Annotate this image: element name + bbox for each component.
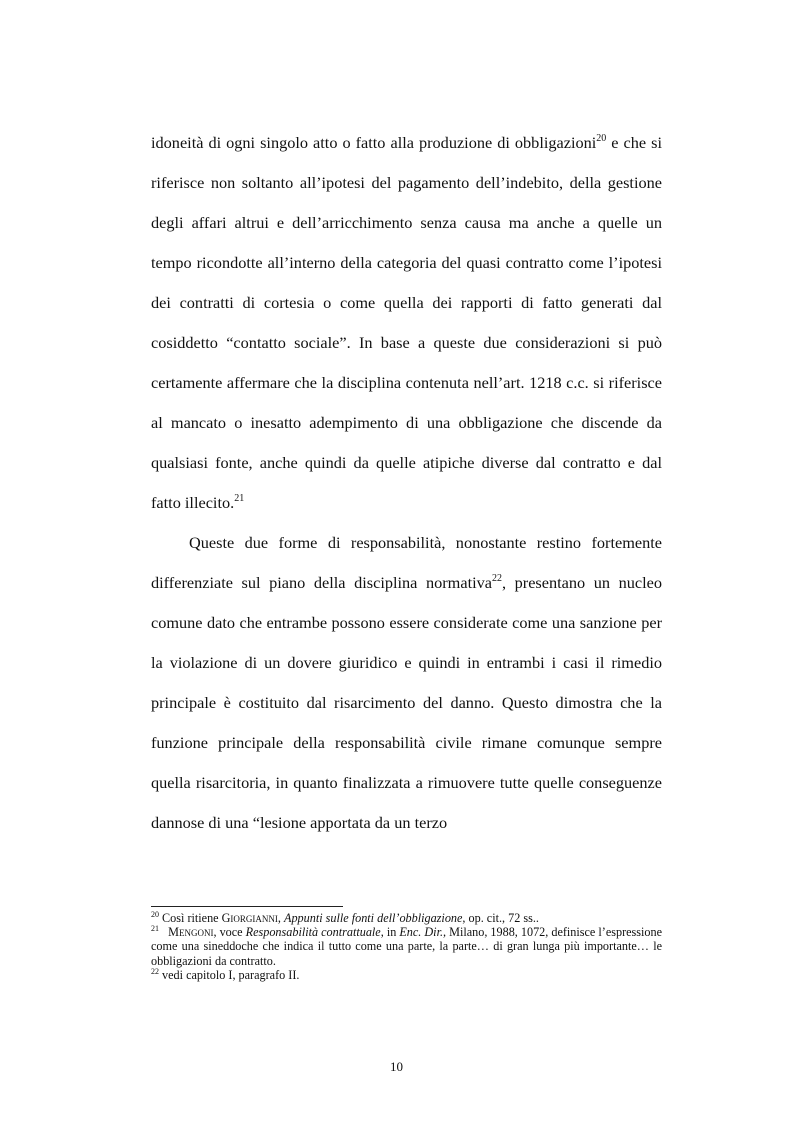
footnote-separator <box>151 906 343 907</box>
footnote-ref: 22 <box>491 573 502 584</box>
paragraph: Queste due forme di responsabilità, nonostante restino fortemente differenziate sul piano della disciplina normativa$^{22}$, presentano un nucleo comune dato che entrambe possono essere considerate come una sanzione per la violazione di un dovere giuridico e quindi in entrambi i casi il rimedio principale è costituito dal risarcimento del danno. Questo dimostra che la funzione principale della responsabilità civile rimane comunque sempre quella risarcitoria, in quanto finalizzata a rimuovere tutte quelle conseguenze dannose di una “lesione apportata da un terzo <box>151 533 662 832</box>
footnote-work-title: Responsabilità contrattuale <box>245 925 381 940</box>
footnote-work-title: Appunti sulle fonti dell’obbligazione <box>284 911 463 925</box>
footnote-number: 21 <box>151 924 159 934</box>
footnote: $^{21}$ Mengoni, voce Responsabilità contrattuale, in Enc. Dir., Milano, 1988, 1072, definisce l’espressione come una sineddoche che indica il tutto come una parte, la parte… di gran lunga più importante… le obbligazioni da contratto. <box>151 924 663 968</box>
body-text <box>151 123 662 843</box>
footnote: $^{22}$ vedi capitolo I, paragrafo II. <box>151 966 300 982</box>
footnotes <box>151 911 662 982</box>
page-number: 10 <box>390 1059 403 1074</box>
footnote-ref: 21 <box>234 493 245 504</box>
footnote-author: Giorgianni <box>221 911 278 925</box>
footnote-number: 20 <box>151 910 159 919</box>
footnote-ref: 20 <box>596 133 607 144</box>
footnote: $^{20}$ Così ritiene Giorgianni, Appunti sulle fonti dell’obbligazione, op. cit., 72 ss.. <box>151 910 539 925</box>
footnote-author: Mengoni <box>168 925 214 940</box>
paragraph: idoneità di ogni singolo atto o fatto alla produzione di obbligazioni$^{20}$ e che si riferisce non soltanto all’ipotesi del pagamento dell’indebito, della gestione degli affari altrui e dell’arricchimento senza causa ma anche a quelle un tempo ricondotte all’interno della categoria del quasi contratto come l’ipotesi dei contratti di cortesia o come quella dei rapporti di fatto generati dal cosiddetto “contatto sociale”. In base a queste due considerazioni si può certamente affermare che la disciplina contenuta nell’art. 1218 c.c. si riferisce al mancato o inesatto adempimento di una obbligazione che discende da qualsiasi fonte, anche quindi da quelle atipiche diverse dal contratto e dal fatto illecito.$^{21}$ <box>151 133 663 512</box>
footnote-journal: Enc. Dir., <box>399 925 447 940</box>
footnote-number: 22 <box>151 966 159 976</box>
